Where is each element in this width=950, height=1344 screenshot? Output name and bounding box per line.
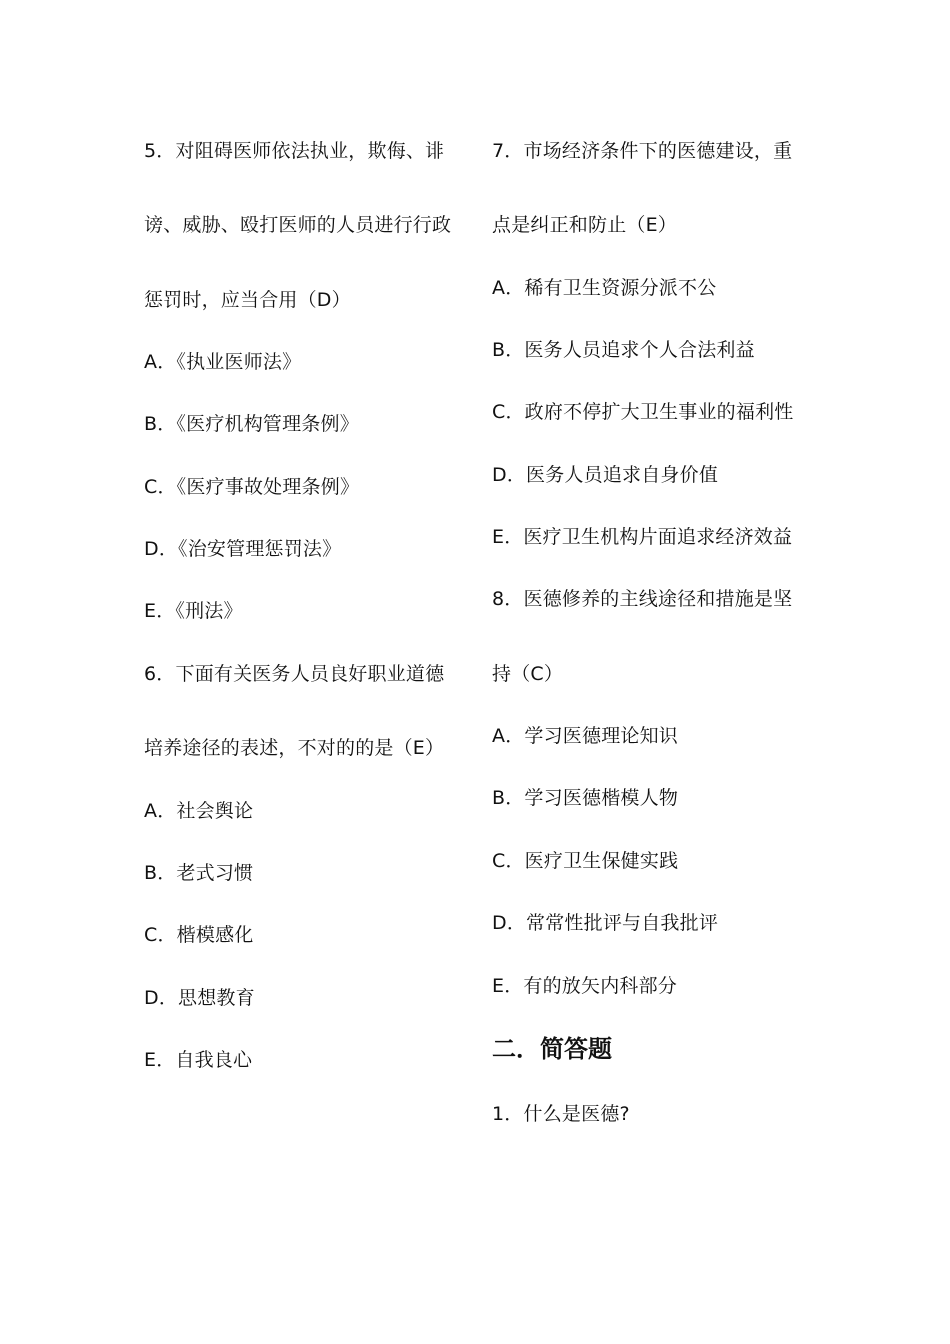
q6-option-a: A．社会舆论 <box>144 800 254 822</box>
q7-option-d: D．医务人员追求自身价值 <box>492 464 719 486</box>
q5-stem-line-2: 谤、威胁、殴打医师的人员进行行政 <box>144 214 452 236</box>
q7-option-a: A．稀有卫生资源分派不公 <box>492 277 717 299</box>
q6-option-e: E．自我良心 <box>144 1049 253 1071</box>
q7-option-b: B．医务人员追求个人合法利益 <box>492 339 755 361</box>
q7-stem-line-2: 点是纠正和防止（E） <box>492 214 678 236</box>
q8-option-c: C．医疗卫生保健实践 <box>492 850 679 872</box>
q6-option-c: C．楷模感化 <box>144 924 254 946</box>
q8-stem-line-2: 持（C） <box>492 663 564 685</box>
q5-option-c: C．《医疗事故处理条例》 <box>144 476 360 498</box>
q5-stem-line-1: 5．对阻碍医师依法执业，欺侮、诽 <box>144 140 445 162</box>
q7-option-c: C．政府不停扩大卫生事业的福利性 <box>492 401 794 423</box>
q6-option-d: D．思想教育 <box>144 987 255 1009</box>
q8-option-d: D．常常性批评与自我批评 <box>492 912 719 934</box>
short-answer-question-1: 1．什么是医德? <box>492 1103 630 1125</box>
q7-option-e: E．医疗卫生机构片面追求经济效益 <box>492 526 793 548</box>
q5-option-b: B．《医疗机构管理条例》 <box>144 413 359 435</box>
q6-stem-line-1: 6．下面有关医务人员良好职业道德 <box>144 663 445 685</box>
section-heading-short-answer: 二．简答题 <box>492 1035 612 1063</box>
q8-stem-line-1: 8．医德修养的主线途径和措施是坚 <box>492 588 793 610</box>
q5-stem-line-3: 惩罚时，应当合用（D） <box>144 289 351 311</box>
q8-option-b: B．学习医德楷模人物 <box>492 787 679 809</box>
q7-stem-line-1: 7．市场经济条件下的医德建设，重 <box>492 140 793 162</box>
q5-option-e: E．《刑法》 <box>144 600 243 622</box>
q6-option-b: B．老式习惯 <box>144 862 254 884</box>
q5-option-a: A．《执业医师法》 <box>144 351 302 373</box>
q6-stem-line-2: 培养途径的表述，不对的的是（E） <box>144 737 445 759</box>
q5-option-d: D．《治安管理惩罚法》 <box>144 538 342 560</box>
q8-option-e: E．有的放矢内科部分 <box>492 975 678 997</box>
q8-option-a: A．学习医德理论知识 <box>492 725 678 747</box>
